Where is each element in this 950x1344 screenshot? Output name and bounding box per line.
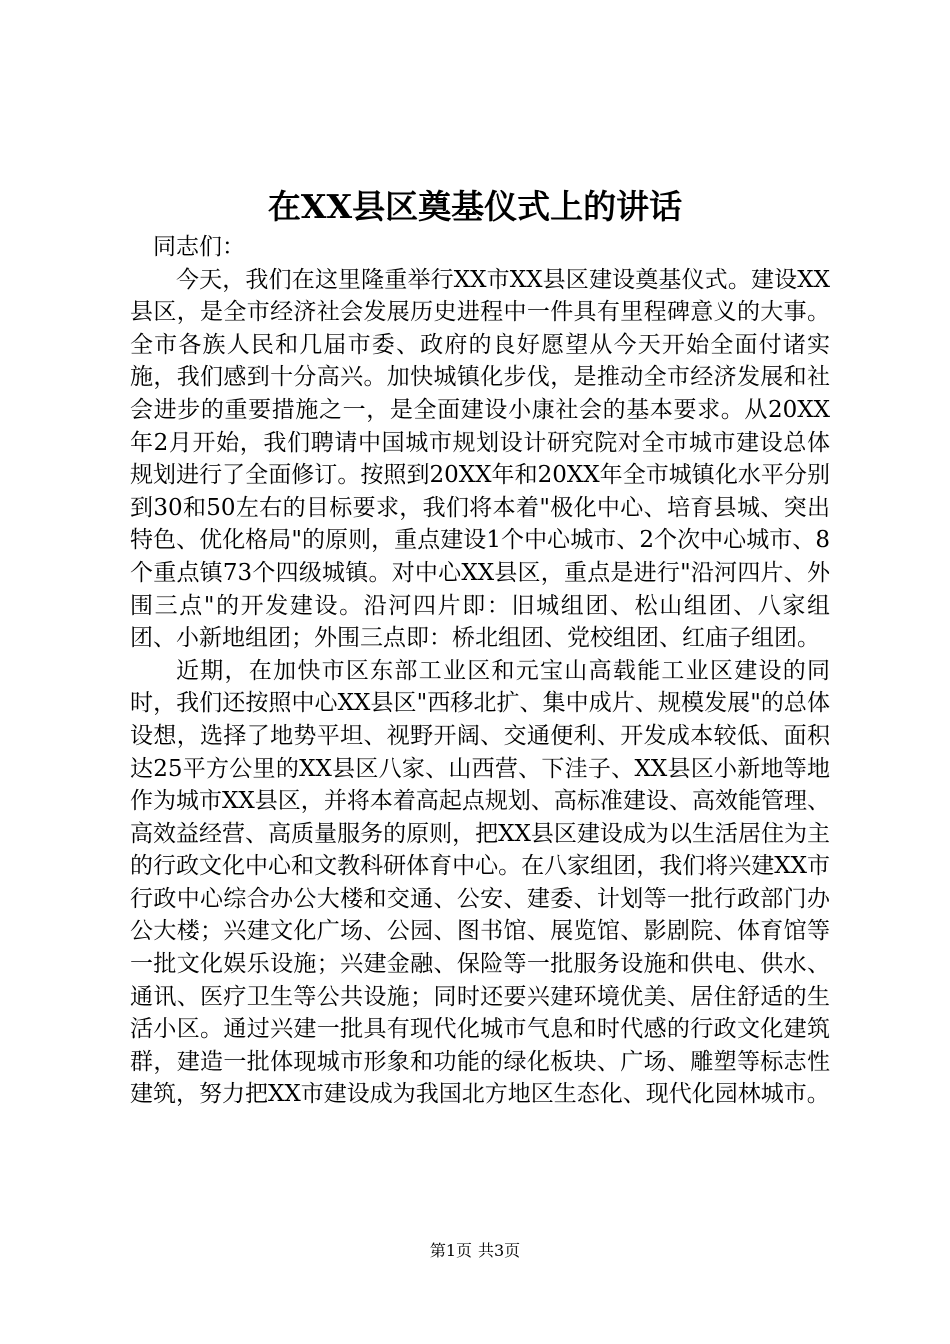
- document-title: 在XX县区奠基仪式上的讲话: [267, 187, 683, 226]
- document-body: [130, 231, 830, 1111]
- page-total: 共3页: [478, 1241, 521, 1260]
- paragraph: 近期，在加快市区东部工业区和元宝山高载能工业区建设的同时，我们还按照中心XX县区"西移北扩、集中成片、规模发展"的总体设想，选择了地势平坦、视野开阔、交通便利、开发成本较低、面积达25平方公里的XX县区八家、山西营、下洼子、XX县区小新地等地作为城市XX县区，并将本着高起点规划、高标准建设、高效能管理、高效益经营、高质量服务的原则，把XX县区建设成为以生活居住为主的行政文化中心和文教科研体育中心。在八家组团，我们将兴建XX市行政中心综合办公大楼和交通、公安、建委、计划等一批行政部门办公大楼；兴建文化广场、公园、图书馆、展览馆、影剧院、体育馆等一批文化娱乐设施；兴建金融、保险等一批服务设施和供电、供水、通讯、医疗卫生等公共设施；同时还要兴建环境优美、居住舒适的生活小区。通过兴建一批具有现代化城市气息和时代感的行政文化建筑群，建造一批体现城市形象和功能的绿化板块、广场、雕塑等标志性建筑，努力把XX市建设成为我国北方地区生态化、现代化园林城市。: [130, 657, 830, 1108]
- paragraph: 今天，我们在这里隆重举行XX市XX县区建设奠基仪式。建设XX县区，是全市经济社会发展历史进程中一件具有里程碑意义的大事。全市各族人民和几届市委、政府的良好愿望从今天开始全面付诸实施，我们感到十分高兴。加快城镇化步伐，是推动全市经济发展和社会进步的重要措施之一，是全面建设小康社会的基本要求。从20XX年2月开始，我们聘请中国城市规划设计研究院对全市城市建设总体规划进行了全面修订。按照到20XX年和20XX年全市城镇化水平分别到30和50左右的目标要求，我们将本着"极化中心、培育县城、突出特色、优化格局"的原则，重点建设1个中心城市、2个次中心城市、8个重点镇73个四级城镇。对中心XX县区，重点是进行"沿河四片、外围三点"的开发建设。沿河四片即：旧城组团、松山组团、八家组团、小新地组团；外围三点即：桥北组团、党校组团、红庙子组团。: [130, 266, 830, 652]
- salutation: 同志们：: [153, 234, 245, 260]
- page-footer: [0, 1240, 950, 1262]
- page-number: 第1页: [429, 1241, 472, 1260]
